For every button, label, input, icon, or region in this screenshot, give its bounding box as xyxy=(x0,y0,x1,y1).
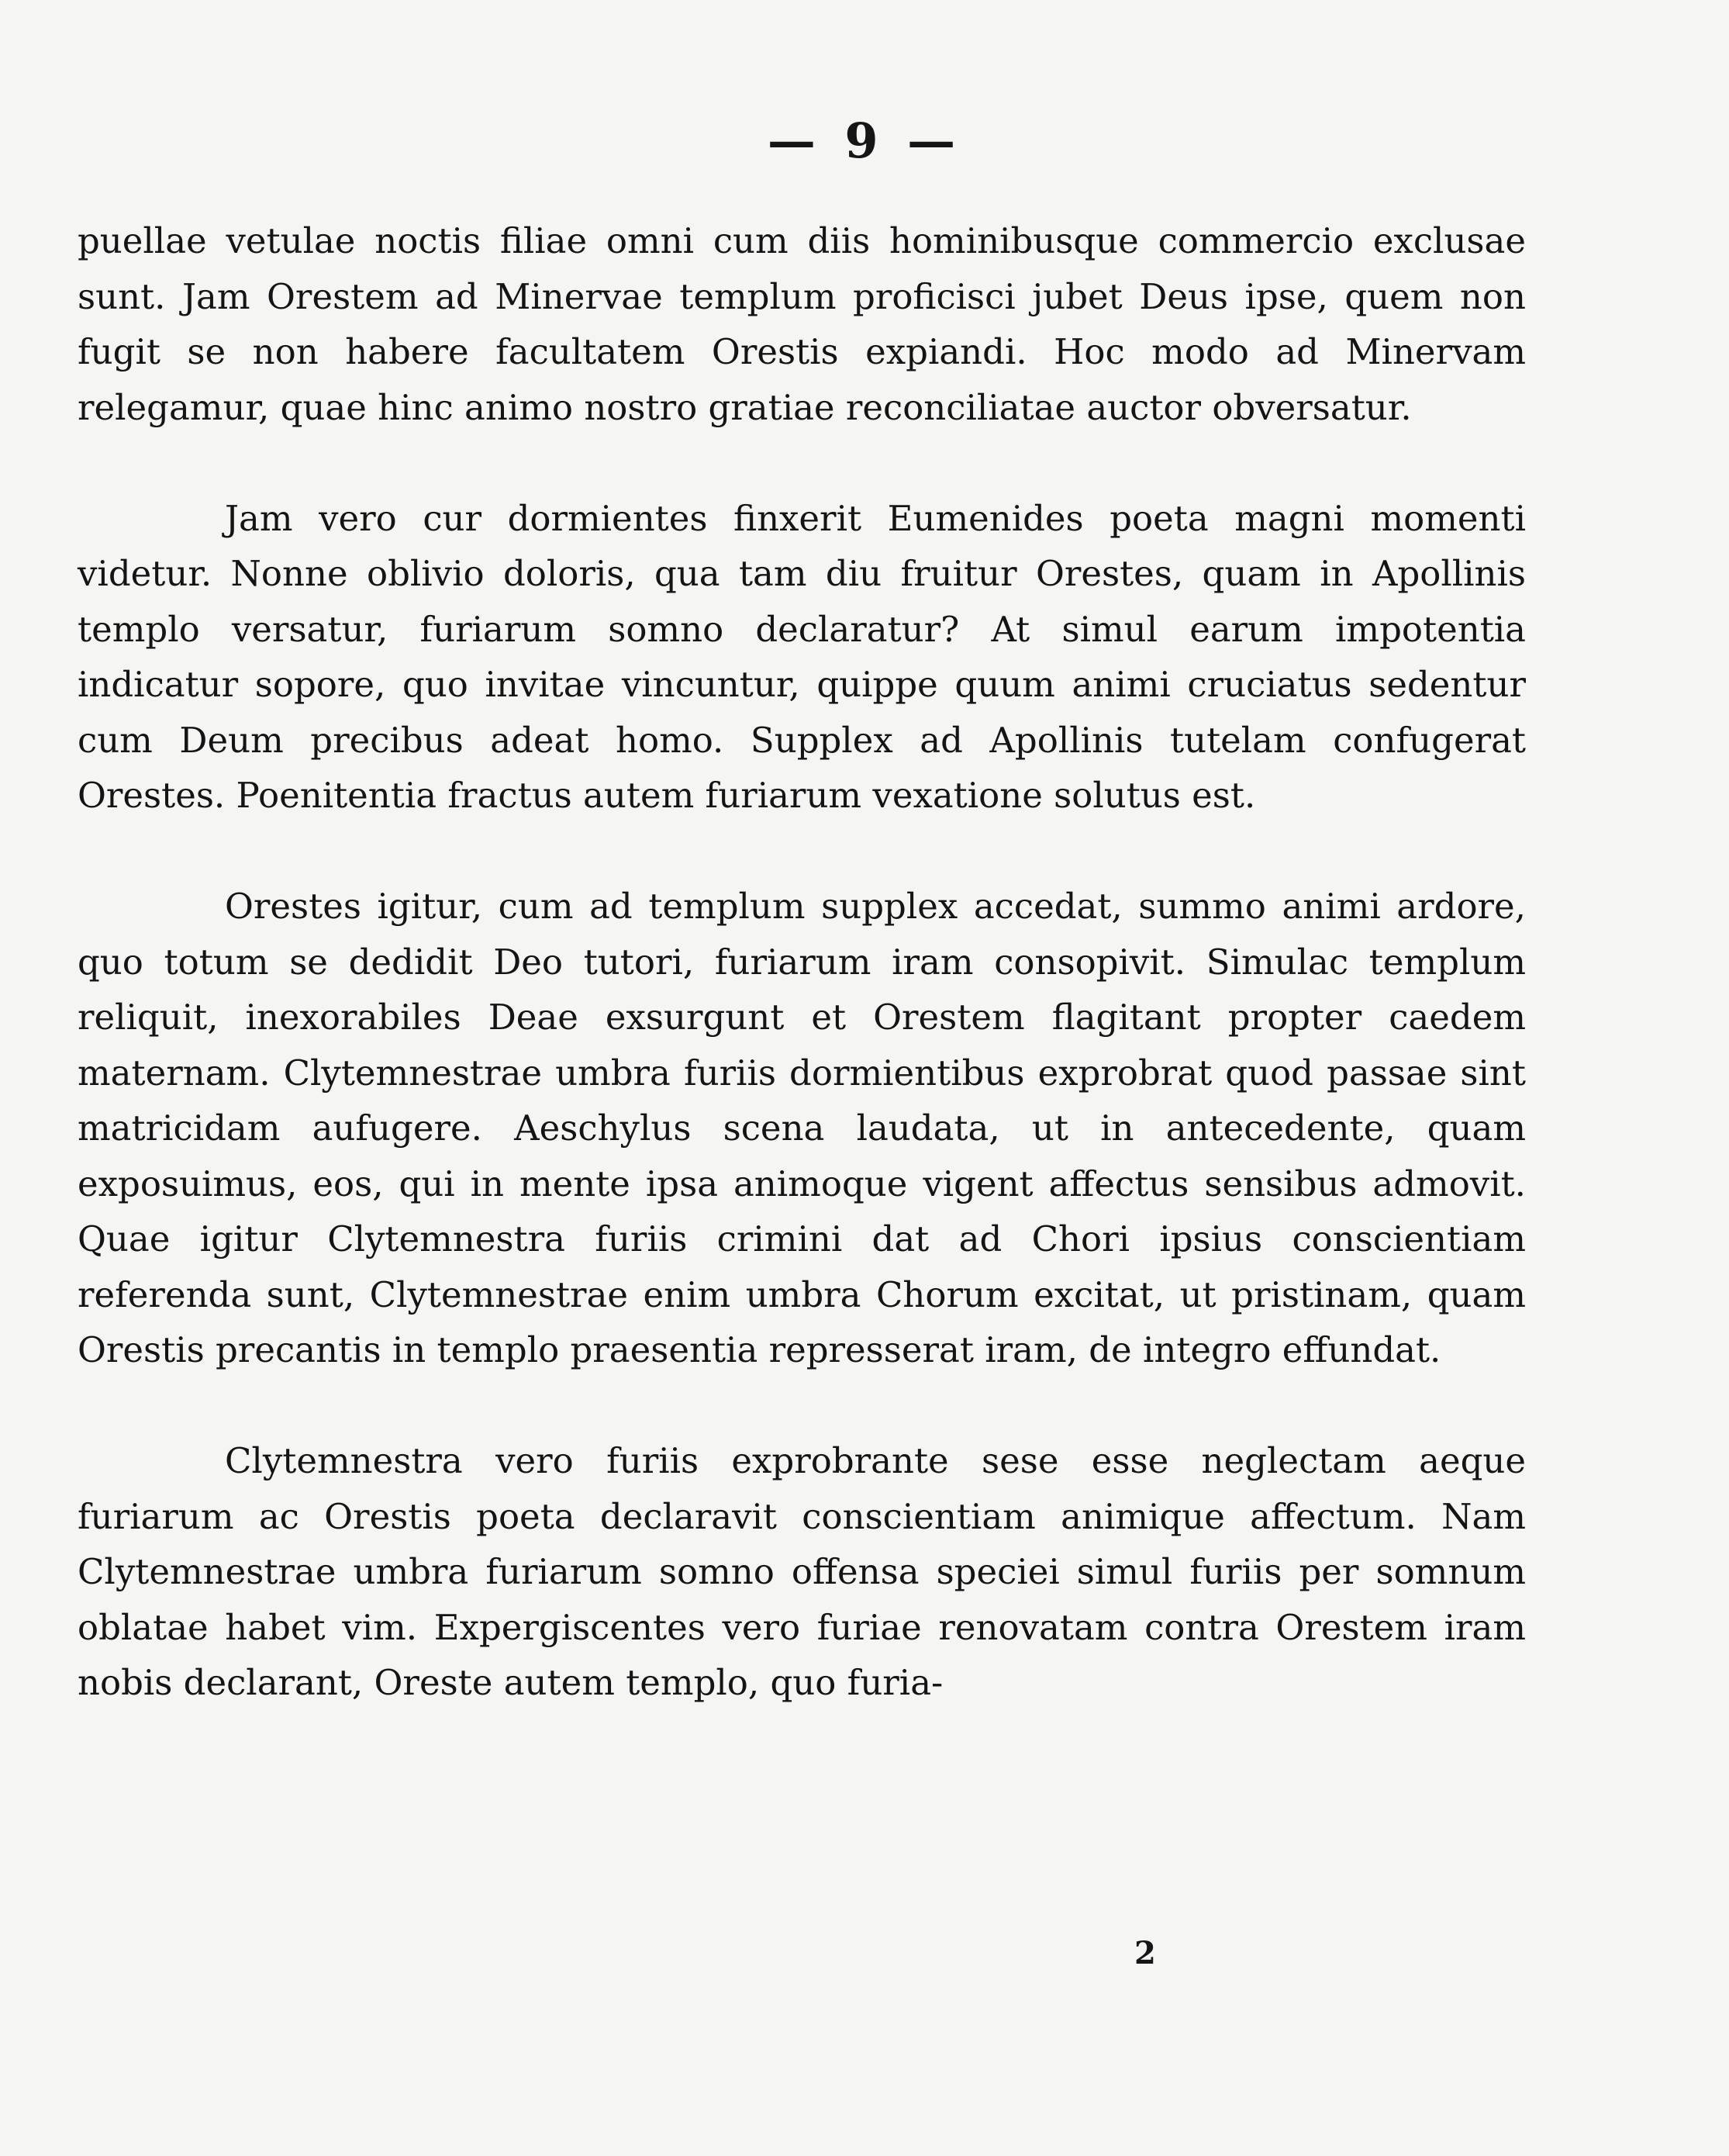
signature-mark: 2 xyxy=(1134,1935,1156,1971)
paragraph-2: Jam vero cur dormientes finxerit Eumenides poeta magni momenti videtur. Nonne oblivio doloris, qua tam diu fruitur Orestes, quam in Apollinis templo versatur, furiarum somno declaratur? At simul earum impotentia indicatur sopore, quo invitae vincuntur, quippe quum animi cruciatus sedentur cum Deum precibus adeat homo. Supplex ad Apollinis tutelam confugerat Orestes. Poenitentia fractus autem furiarum vexatione solutus est. xyxy=(78,497,1526,816)
paragraph-4: Clytemnestra vero furiis exprobrante sese esse neglectam aeque furiarum ac Orestis poeta declaravit conscientiam animique affectum. Nam Clytemnestrae umbra furiarum somno offensa speciei simul furiis per somnum oblatae habet vim. Expergiscentes vero furiae renovatam contra Orestem iram nobis declarant, Oreste autem templo, quo furia- xyxy=(78,1440,1526,1703)
paragraph-1: puellae vetulae noctis filiae omni cum diis hominibusque commercio exclusae sunt. Jam Orestem ad Minervae templum proficisci jubet Deus ipse, quem non fugit se non habere facultatem Orestis expiandi. Hoc modo ad Minervam relegamur, quae hinc animo nostro gratiae reconciliatae auctor obversatur. xyxy=(78,220,1526,428)
page-number: — 9 — xyxy=(767,112,962,169)
paragraph-3: Orestes igitur, cum ad templum supplex accedat, summo animi ardore, quo totum se dedidit Deo tutori, furiarum iram consopivit. Simulac templum reliquit, inexorabiles Deae exsurgunt et Orestem flagitant propter caedem maternam. Clytemnestrae umbra furiis dormientibus exprobrat quod passae sint matricidam aufugere. Aeschylus scena laudata, ut in antecedente, quam exposuimus, eos, qui in mente ipsa animoque vigent affectus sensibus admovit. Quae igitur Clytemnestra furiis crimini dat ad Chori ipsius conscientiam referenda sunt, Clytemnestrae enim umbra Chorum excitat, ut pristinam, quam Orestis precantis in templo praesentia represserat iram, de integro effundat. xyxy=(78,886,1526,1370)
body-text xyxy=(78,213,1526,1711)
